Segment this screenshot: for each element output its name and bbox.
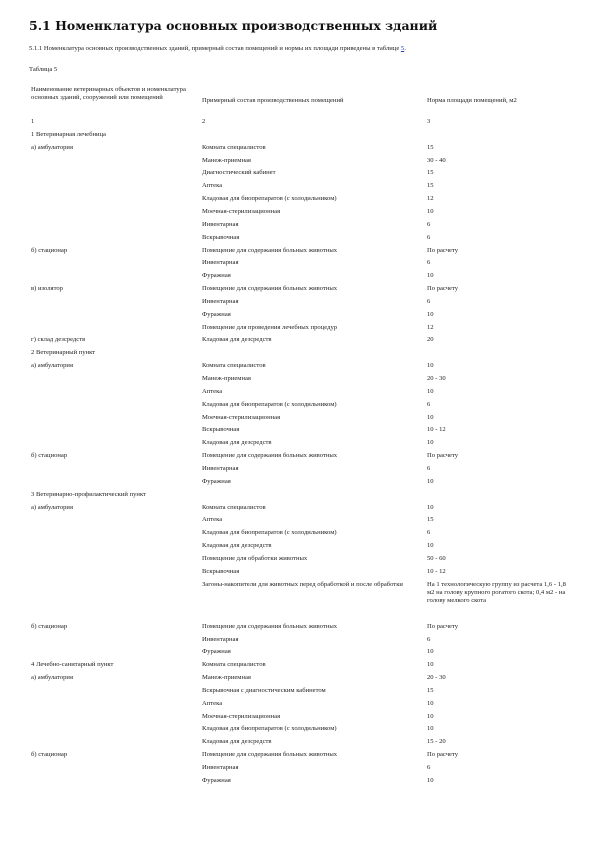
cell-area: 10 bbox=[427, 477, 434, 485]
cell-room: Загоны-накопители для животных перед обработкой и после обработки bbox=[202, 580, 403, 588]
intro-end: . bbox=[404, 45, 406, 52]
cell-room: Фуражная bbox=[202, 776, 231, 784]
cell-room: Инвентарная bbox=[202, 635, 239, 643]
cell-room: Вскрывочная bbox=[202, 233, 240, 241]
cell-room: Инвентарная bbox=[202, 764, 239, 771]
cell-area: 10 bbox=[427, 542, 434, 550]
header-cell-area: Норма площади помещений, м2 bbox=[427, 97, 517, 104]
cell-room: Манеж-приемная bbox=[202, 674, 251, 681]
cell-area: По расчету bbox=[427, 622, 459, 630]
cell-room: Манеж-приемная bbox=[202, 156, 251, 164]
cell-room: Фуражная bbox=[202, 477, 231, 485]
cell-area: 20 bbox=[427, 336, 434, 344]
cell-area: 10 bbox=[427, 362, 434, 370]
cell-area: По расчету bbox=[427, 285, 459, 292]
cell-area: 6 bbox=[427, 764, 431, 771]
cell-room: Аптека bbox=[202, 387, 223, 395]
cell-area: 6 bbox=[427, 259, 431, 267]
cell-object: г) склад дезсредств bbox=[31, 336, 86, 344]
cell-room: Помещение для содержания больных животных bbox=[202, 285, 338, 292]
cell-area: 10 - 12 bbox=[427, 567, 446, 575]
cell-object: б) стационар bbox=[31, 751, 68, 759]
cell-room: Манеж-приемная bbox=[202, 375, 251, 382]
cell-room: Моечная-стерилизационная bbox=[202, 413, 281, 421]
cell-room: Помещение для содержания больных животных bbox=[202, 622, 338, 630]
cell-area: 10 bbox=[427, 207, 434, 215]
cell-room: Помещение для содержания больных животных bbox=[202, 246, 338, 254]
header-cell-rooms: Примерный состав производственных помещений bbox=[202, 97, 344, 104]
cell-room: Комната специалистов bbox=[202, 503, 266, 511]
cell-area: 10 bbox=[427, 387, 434, 395]
cell-room: Фуражная bbox=[202, 272, 231, 280]
cell-area: 10 - 12 bbox=[427, 426, 446, 434]
cell-area: 50 - 60 bbox=[427, 554, 446, 562]
cell-room: Инвентарная bbox=[202, 259, 239, 267]
cell-room: Инвентарная bbox=[202, 297, 239, 305]
cell-object: 1 bbox=[31, 118, 35, 125]
cell-object: 4 Лечебно-санитарный пункт bbox=[31, 661, 114, 669]
cell-area: По расчету bbox=[427, 452, 459, 460]
cell-room: Кладовая для дезсредств bbox=[202, 738, 272, 746]
cell-object: 2 Ветеринарный пункт bbox=[31, 349, 96, 357]
cell-area: 10 bbox=[427, 413, 434, 421]
cell-area: На 1 технологическую группу из расчета 1,6 - 1,8 м2 на голову крупного рогатого скота; 0,4 м2 - на голову мелкого скота bbox=[427, 580, 566, 604]
cell-room: Фуражная bbox=[202, 310, 231, 318]
cell-room: Моечная-стерилизационная bbox=[202, 712, 281, 720]
cell-room: Кладовая для дезсредств bbox=[202, 336, 272, 344]
cell-room: Вскрывочная bbox=[202, 426, 240, 434]
cell-area: 15 bbox=[427, 169, 434, 177]
cell-area: 10 bbox=[427, 725, 434, 733]
cell-area: 15 - 20 bbox=[427, 738, 446, 746]
table-caption: Таблица 5 bbox=[29, 66, 58, 73]
cell-object: а) амбулатория bbox=[31, 143, 73, 151]
cell-area: 10 bbox=[427, 776, 434, 784]
cell-room: Помещение для содержания больных животных bbox=[202, 751, 338, 759]
cell-area: 6 bbox=[427, 465, 431, 472]
cell-area: 10 bbox=[427, 699, 434, 707]
cell-room: Аптека bbox=[202, 516, 223, 524]
cell-area: 15 bbox=[427, 143, 434, 151]
cell-object: а) амбулатория bbox=[31, 362, 73, 370]
cell-area: 20 - 30 bbox=[427, 674, 446, 681]
cell-room: Помещение для содержания больных животных bbox=[202, 452, 338, 460]
intro-paragraph bbox=[29, 45, 569, 52]
cell-room: Кладовая для биопрепаратов (с холодильником) bbox=[202, 400, 337, 408]
cell-area: 10 bbox=[427, 661, 434, 669]
cell-area: 30 - 40 bbox=[427, 156, 446, 164]
cell-area: По расчету bbox=[427, 751, 459, 759]
table-link[interactable]: 5 bbox=[400, 45, 405, 52]
cell-area: 15 bbox=[427, 516, 434, 524]
cell-room: Фуражная bbox=[202, 648, 231, 656]
cell-area: 6 bbox=[427, 529, 431, 537]
cell-room: Диагностический кабинет bbox=[202, 169, 276, 177]
cell-room: Кладовая для дезсредств bbox=[202, 542, 272, 550]
cell-object: а) амбулатория bbox=[31, 674, 73, 681]
cell-object: а) амбулатория bbox=[31, 503, 73, 511]
cell-area: 10 bbox=[427, 648, 434, 656]
cell-area: 10 bbox=[427, 439, 434, 447]
cell-object: б) стационар bbox=[31, 246, 68, 254]
cell-room: Помещение для обработки животных bbox=[202, 554, 308, 562]
intro-text: 5.1.1 Номенклатура основных производственных зданий, примерный состав помещений и нормы их площади приведены в таблице bbox=[29, 45, 401, 52]
cell-area: 6 bbox=[427, 400, 431, 408]
cell-area: 6 bbox=[427, 635, 431, 643]
cell-room: Комната специалистов bbox=[202, 362, 266, 370]
cell-room: Вскрывочная bbox=[202, 567, 240, 575]
cell-area: 10 bbox=[427, 310, 434, 318]
cell-room: Аптека bbox=[202, 182, 223, 190]
cell-area: По расчету bbox=[427, 246, 459, 254]
cell-area: 10 bbox=[427, 272, 434, 280]
cell-area: 12 bbox=[427, 323, 434, 331]
cell-area: 10 bbox=[427, 503, 434, 511]
header-cell-name: Наименование ветеринарных объектов и номенклатура основных зданий, сооружений или помещений bbox=[31, 86, 186, 102]
cell-room: Инвентарная bbox=[202, 220, 239, 228]
cell-room: Кладовая для биопрепаратов (с холодильником) bbox=[202, 725, 337, 733]
cell-area: 15 bbox=[427, 182, 434, 190]
cell-room: Кладовая для дезсредств bbox=[202, 439, 272, 447]
cell-area: 6 bbox=[427, 297, 431, 305]
cell-room: Аптека bbox=[202, 699, 223, 707]
cell-room: Инвентарная bbox=[202, 465, 239, 472]
cell-area: 6 bbox=[427, 233, 431, 241]
cell-object: б) стационар bbox=[31, 452, 68, 460]
cell-room: Кладовая для биопрепаратов (с холодильником) bbox=[202, 195, 337, 203]
cell-area: 12 bbox=[427, 195, 434, 203]
cell-room: Моечная-стерилизационная bbox=[202, 207, 281, 215]
cell-object: 1 Ветеринарная лечебница bbox=[31, 130, 106, 138]
cell-room: Помещение для проведения лечебных процедур bbox=[202, 323, 338, 331]
cell-area: 6 bbox=[427, 220, 431, 228]
section-title: 5.1 Номенклатура основных производственных зданий bbox=[29, 18, 438, 33]
cell-object: в) изолятор bbox=[31, 285, 63, 292]
cell-room: Вскрывочная с диагностическим кабинетом bbox=[202, 686, 326, 694]
cell-object: 3 Ветеринарно-профилактический пункт bbox=[31, 490, 146, 498]
cell-area: 10 bbox=[427, 712, 434, 720]
cell-room: Комната специалистов bbox=[202, 661, 266, 669]
cell-room: Кладовая для биопрепаратов (с холодильником) bbox=[202, 529, 337, 537]
cell-area: 3 bbox=[427, 118, 431, 125]
cell-room: 2 bbox=[202, 118, 206, 125]
cell-area: 15 bbox=[427, 686, 434, 694]
cell-room: Комната специалистов bbox=[202, 143, 266, 151]
cell-object: б) стационар bbox=[31, 622, 68, 630]
cell-area: 20 - 30 bbox=[427, 375, 446, 382]
